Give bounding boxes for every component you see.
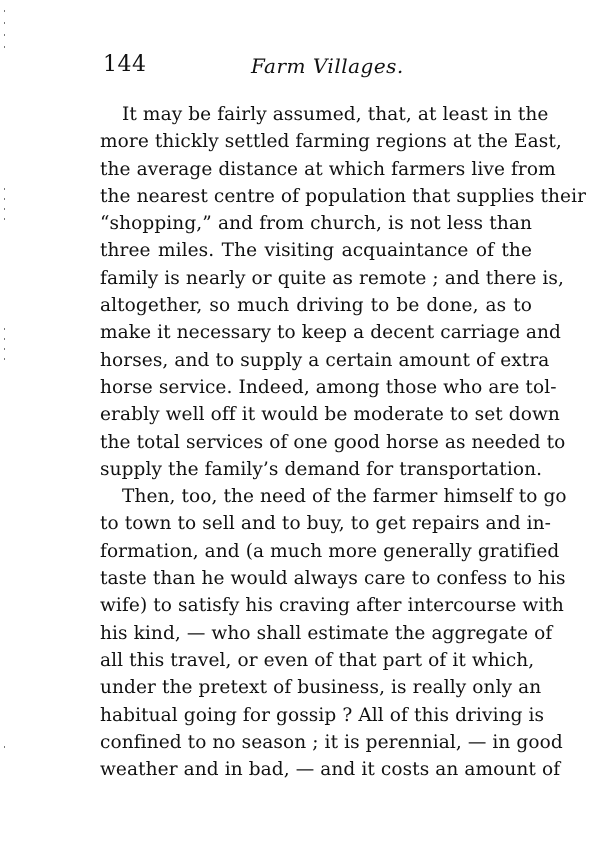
margin-dot bbox=[4, 328, 5, 330]
text-line: the average distance at which farmers live from bbox=[100, 158, 556, 180]
text-line: horses, and to supply a certain amount of extra bbox=[100, 349, 550, 371]
text-line: taste than he would always care to confess to his bbox=[100, 568, 566, 590]
text-line: weather and in bad, — and it costs an amount of bbox=[100, 759, 561, 781]
text-line: all this travel, or even of that part of it which, bbox=[100, 649, 535, 671]
text-line: to town to sell and to buy, to get repairs and in- bbox=[100, 513, 552, 535]
scan-margin-marks bbox=[2, 0, 8, 843]
text-line: the nearest centre of population that supplies their bbox=[100, 185, 587, 207]
page-number: 144 bbox=[103, 52, 147, 77]
text-line: his kind, — who shall estimate the aggregate of bbox=[100, 622, 553, 644]
text-line: family is nearly or quite as remote ; and there is, bbox=[100, 267, 564, 289]
text-line: habitual going for gossip ? All of this driving is bbox=[100, 704, 545, 726]
text-line: horse service. Indeed, among those who are tol- bbox=[100, 376, 557, 398]
text-line: make it necessary to keep a decent carriage and bbox=[100, 322, 561, 344]
body-text bbox=[100, 101, 587, 783]
text-line: three miles. The visiting acquaintance of the bbox=[100, 240, 532, 262]
margin-dot bbox=[4, 22, 5, 24]
margin-dot bbox=[4, 10, 5, 12]
text-line: erably well off it would be moderate to set down bbox=[100, 404, 560, 426]
text-line: the total services of one good horse as needed to bbox=[100, 431, 566, 453]
text-line: wife) to satisfy his craving after intercourse with bbox=[100, 595, 564, 617]
text-line: It may be fairly assumed, that, at least in the bbox=[122, 104, 549, 125]
margin-dot bbox=[4, 34, 5, 36]
text-line: supply the family’s demand for transportation. bbox=[100, 458, 543, 480]
margin-dot bbox=[4, 338, 5, 340]
page-header bbox=[103, 52, 535, 82]
text-line: more thickly settled farming regions at the East, bbox=[100, 131, 562, 153]
text-line: formation, and (a much more generally gratified bbox=[100, 540, 560, 562]
text-line: Then, too, the need of the farmer himself to go bbox=[122, 486, 567, 508]
text-line: under the pretext of business, is really only an bbox=[100, 677, 542, 699]
margin-dot bbox=[4, 348, 5, 350]
margin-dot bbox=[4, 208, 5, 210]
running-title: Farm Villages. bbox=[251, 54, 404, 78]
margin-dot bbox=[4, 746, 5, 748]
margin-dot bbox=[4, 358, 5, 360]
text-line: confined to no season ; it is perennial, — in good bbox=[100, 731, 563, 753]
margin-dot bbox=[4, 198, 5, 200]
margin-dot bbox=[4, 46, 5, 48]
margin-dot bbox=[4, 218, 5, 220]
text-line: altogether, so much driving to be done, as to bbox=[100, 295, 532, 317]
margin-dot bbox=[4, 188, 5, 190]
text-line: “shopping,” and from church, is not less than bbox=[100, 213, 532, 235]
